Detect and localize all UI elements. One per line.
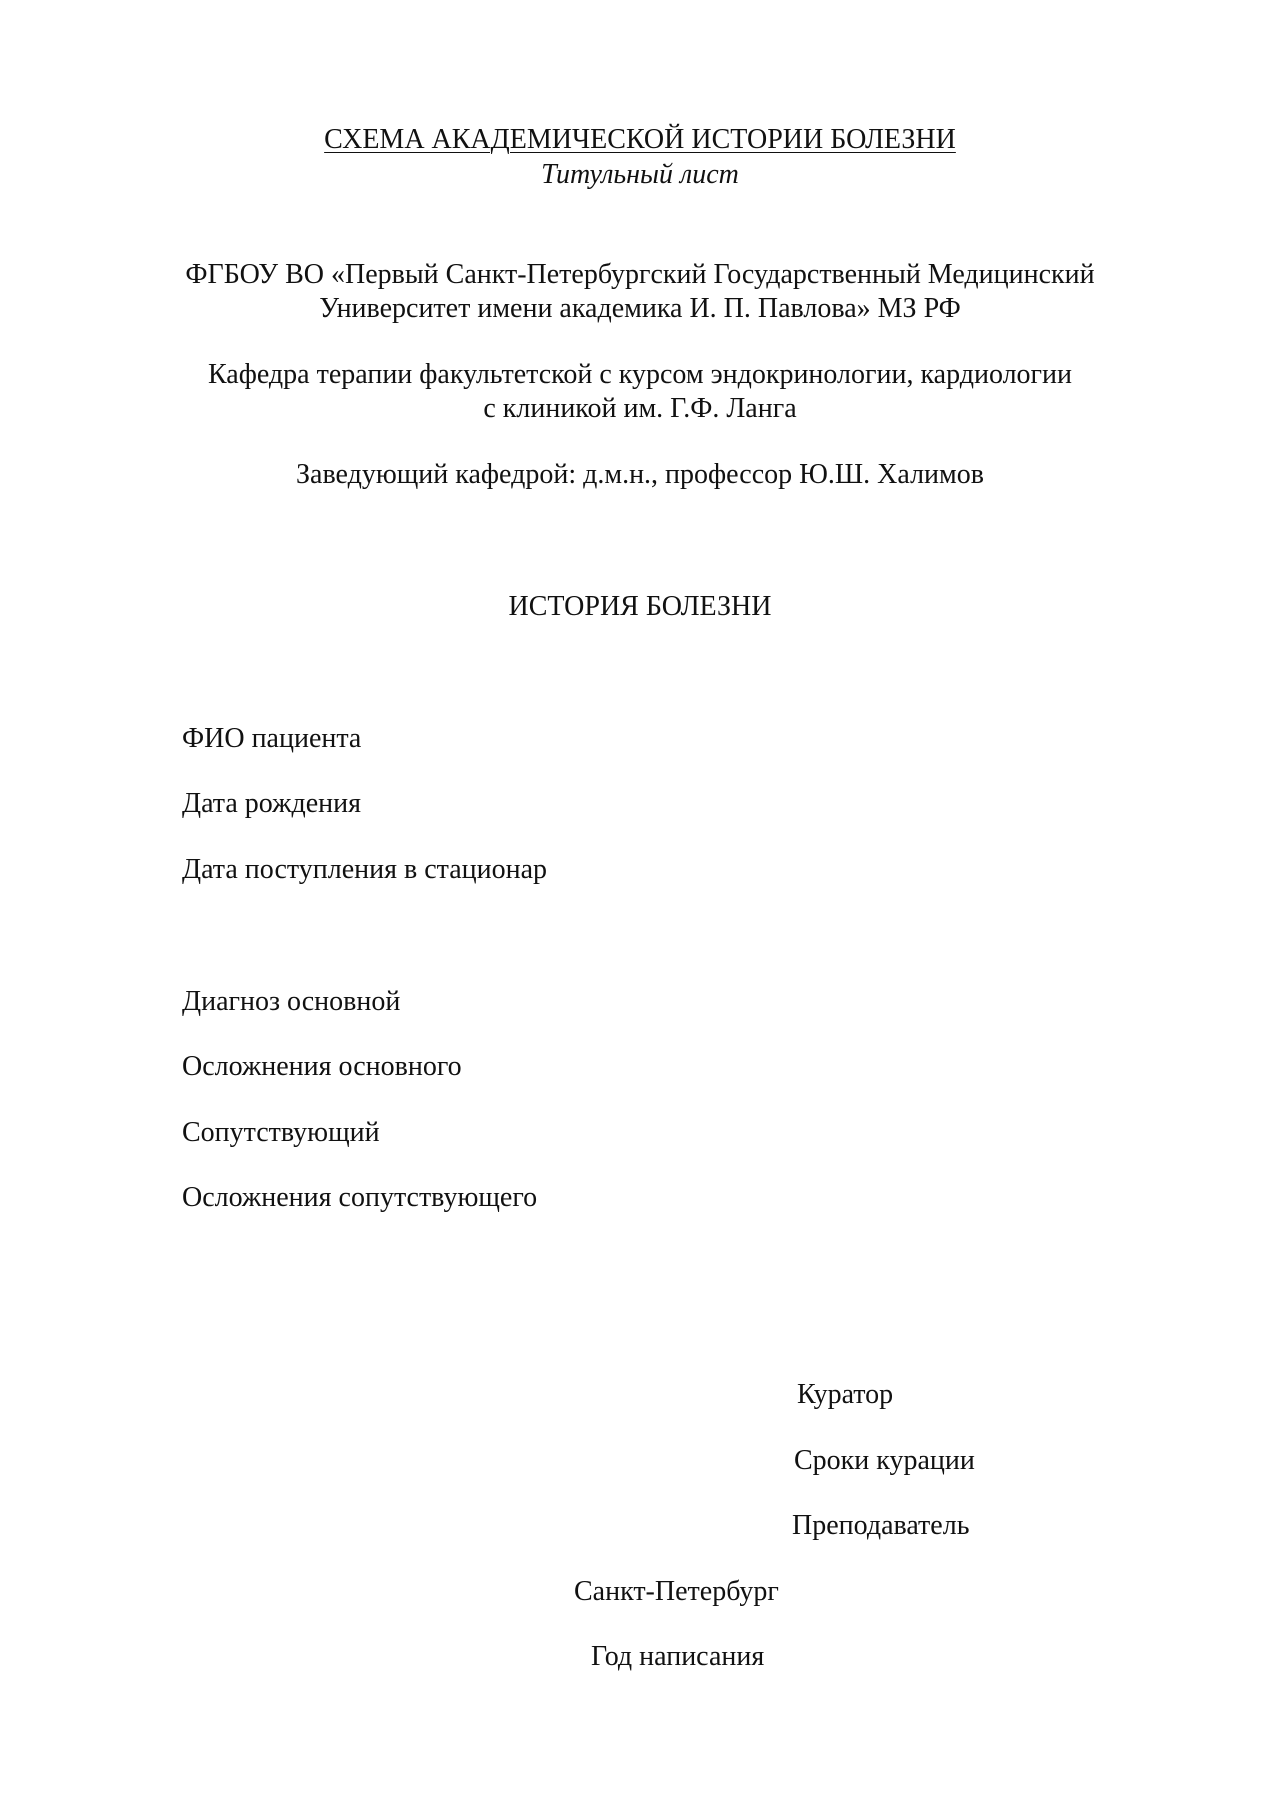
page-subtitle: Титульный лист: [541, 159, 739, 190]
concomitant-diagnosis-label: Сопутствующий: [182, 1117, 380, 1148]
institution-line-1: ФГБОУ ВО «Первый Санкт-Петербургский Государственный Медицинский: [185, 259, 1095, 290]
city-label: Санкт-Петербург: [574, 1576, 779, 1607]
department-line-2: с клиникой им. Г.Ф. Ланга: [483, 393, 797, 424]
scheme-title: СХЕМА АКАДЕМИЧЕСКОЙ ИСТОРИИ БОЛЕЗНИ: [324, 124, 956, 155]
concomitant-complications-label: Осложнения сопутствующего: [182, 1182, 538, 1213]
document-title: ИСТОРИЯ БОЛЕЗНИ: [508, 591, 772, 622]
teacher-label: Преподаватель: [792, 1510, 970, 1541]
curator-label: Куратор: [797, 1379, 894, 1410]
birth-date-label: Дата рождения: [182, 788, 361, 819]
head-of-department: Заведующий кафедрой: д.м.н., профессор Ю.Ш. Халимов: [296, 459, 984, 490]
main-diagnosis-label: Диагноз основной: [182, 986, 401, 1017]
year-label: Год написания: [591, 1641, 765, 1672]
supervision-period-label: Сроки курации: [794, 1445, 975, 1476]
institution-line-2: Университет имени академика И. П. Павлова» МЗ РФ: [319, 293, 961, 324]
patient-name-label: ФИО пациента: [182, 723, 362, 754]
main-complications-label: Осложнения основного: [182, 1051, 462, 1082]
department-line-1: Кафедра терапии факультетской с курсом эндокринологии, кардиологии: [208, 359, 1072, 390]
admission-date-label: Дата поступления в стационар: [182, 854, 548, 885]
